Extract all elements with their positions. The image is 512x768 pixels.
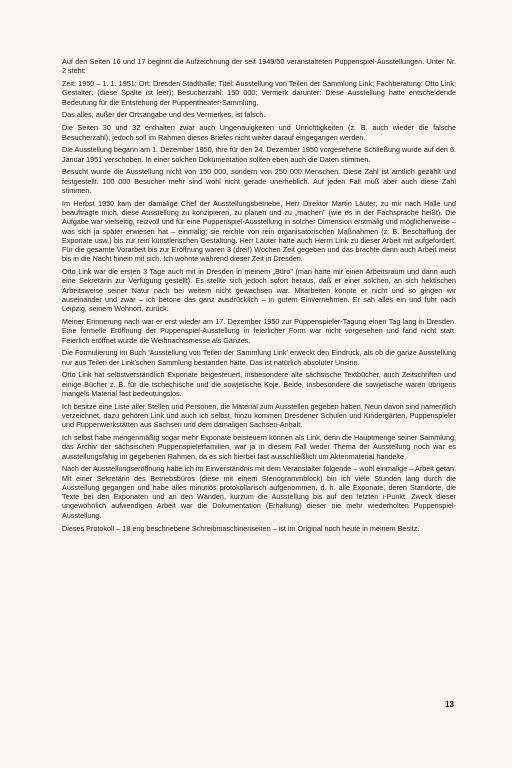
paragraph-autumn-1950: Im Herbst 1950 kam der damalige Chef der Ausstellungsbetriebe, Herr Direktor Martin Läuter, zu mir nach Halle und beauftragte mich, diese Ausstellung zu konzipieren, zu planen und zu „machen" (wie es in der Fachsprache heißt). Die Aufgabe war vielseitig, reizvoll und für eine Puppenspiel-Ausstellung in solcher Dimension erstmalig und möglicherweise – was sich ja später erwiesen hat – einmalig; sie reichte von rein organisatorischen Maßnahmen (z. B. Beschaffung der Exponate usw.) bis zur rein künstlerischen Gestaltung. Herr Läuter hatte auch Herrn Link zu dieser Arbeit mit aufgefordert. Für die gesamte Vorarbeit bis zur Eröffnung waren 3 (drei!) Wochen Zeit gegeben und das brachte dann auch Arbeit meist bis in die Nacht hinein mit sich. Ich wohnte während dieser Zeit in Dresden. <box>62 198 456 264</box>
paragraph-false-statement: Das alles, außer der Ortsangabe und des Vermerkes, ist falsch. <box>62 110 266 120</box>
paragraph-visitor-count: Besucht wurde die Ausstellung nicht von 150 000, sondern von 250 000 Menschen. Diese Zahl ist amtlich gezählt und festgestellt. 100 000 Besucher mehr sind wohl nicht gerade unerheblich. Auf jeden Fall muß aber auch diese Zahl stimmen. <box>62 167 456 195</box>
paragraph-protocol-pages: Dieses Protokoll – 18 eng beschriebene Schreibmaschinenseiten – ist im Original noch heute in meinem Besitz. <box>62 523 420 533</box>
paragraph-own-exhibits: Ich selbst habe mengenmäßig sogar mehr Exponate beisteuern können als Link, denn die Hauptmenge seiner Sammlung, das Archiv der sächsischen Puppenspielerfamilien, war ja in diesem Fall weder Thema der Ausstellung noch war es ausstellungsfähig im gegebenen Rahmen, da es sich hierbei fast ausschließlich um Aktenmaterial handelte. <box>62 433 456 461</box>
paragraph-exhibition-dates: Die Ausstellung begann am 1. Dezember 1950, ihre für den 24. Dezember 1950 vorgesehene Schließung wurde auf den 6. Januar 1951 verschoben. In einer solchen Dokumentation sollten eben auch die Daten stimmen. <box>62 145 456 164</box>
page-number: 13 <box>445 700 454 709</box>
paragraph-conference: Meiner Erinnerung nach war er erst wieder am 17. Dezember 1950 zur Puppenspieler-Tagung einen Tag lang in Dresden. Eine formelle Eröffnung der Puppenspiel-Ausstellung in feierlicher Form war nicht vorgesehen und fand nicht statt. Feierlich eröffnet wurde die Weihnachtsmesse als Ganzes. <box>62 317 456 345</box>
paragraph-pages-30-32: Die Seiten 30 und 32 enthalten zwar auch Ungenauigkeiten und Unrichtigkeiten (z. B. auch wieder die falsche Besucherzahl), jedoch soll im Rahmen dieses Briefes nicht weiter darauf eingegangen werden. <box>62 123 456 142</box>
paragraph-formulation: Die Formulierung im Buch 'Ausstellung von Teilen der Sammlung Link' erweckt den Eindruck, als ob die ganze Ausstellung nur aus Teilen der Link'schen Sammlung bestanden hätte. Das ist natürlich absoluter Unsinn. <box>62 348 456 367</box>
paragraph-exhibits: Otto Link hat selbstverständlich Exponate beigesteuert, insbesondere alte sächsische Textbücher, auch Zeitschriften und einige Bücher z. B. für die tschechische und die sowjetische Koje. Beide, insbesondere die sowjetische waren übrigens mangels Material fast bedeutungslos. <box>62 370 456 398</box>
paragraph-otto-link-office: Otto Link war die ersten 3 Tage auch mit in Dresden in meinem „Büro" (man hatte mir einen Arbeitsraum und dann auch eine Sekretärin zur Verfügung gestellt). Es stellte sich jedoch sofort heraus, daß er einer solchen, an sich hektischen Arbeitsweise seiner Natur nach bei weitem nicht gewachsen war. Mitarbeiten konnte er nicht und so gingen wir auseinander und zwar – ich betone das ganz ausdrücklich – in gutem Einvernehmen. Er sah alles ein und fuhr nach Leipzig, seinem Wohnort, zurück. <box>62 267 456 314</box>
body-text <box>62 57 456 533</box>
paragraph-intro: Auf den Seiten 16 und 17 beginnt die Aufzeichnung der seit 1949/50 veranstalteten Puppenspiel-Ausstellungen. Unter Nr. 2 steht: <box>62 57 456 76</box>
paragraph-list-of-lenders: Ich besitze eine Liste aller Stellen und Personen, die Material zum Ausstellen gegeben haben. Neun davon sind namentlich verzeichnet, dazu gehören Link und auch ich selbst, hinzu kommen Dresdener Schulen und Kindergärten, Puppenspieler und Puppenwerkstätten aus Sachsen und dem damaligen Sachsen-Anhalt. <box>62 401 456 430</box>
paragraph-protocol-work: Nach der Ausstellungseröffnung habe ich im Einverständnis mit dem Veranstalter folgende – wohl einmalige – Arbeit getan: Mit einer Sekretärin des Betriebsbüros (diese mit einem Stenogrammblock) bin ich viele Stunden lang durch die Ausstellung gegangen und habe alles minutiös protokollarisch aufgenommen, d. h. alle Exponate, deren Standorte, die Texte bei den Exponaten und an den Wänden, kurzum die Ausstellung bis auf den letzten i-Punkt. Zweck dieser ungewöhnlich aufwendigen Arbeit war die Dokumentation (Erhaltung) dieser nie mehr wiederholten Puppenspiel-Ausstellung. <box>62 464 456 520</box>
paragraph-record-entry: Zeit: 1950 – 1. 1. 1951; Ort: Dresden Stadthalle; Titel: Ausstellung von Teilen der Sammlung Link; Fachberatung: Otto Link; Gestalter: (diese Spalte ist leer); Besucherzahl: 150 000; Vermerk darunter: Diese Ausstellung hatte entscheidende Bedeutung für die Entstehung der Puppentheater-Sammlung. <box>62 79 456 107</box>
